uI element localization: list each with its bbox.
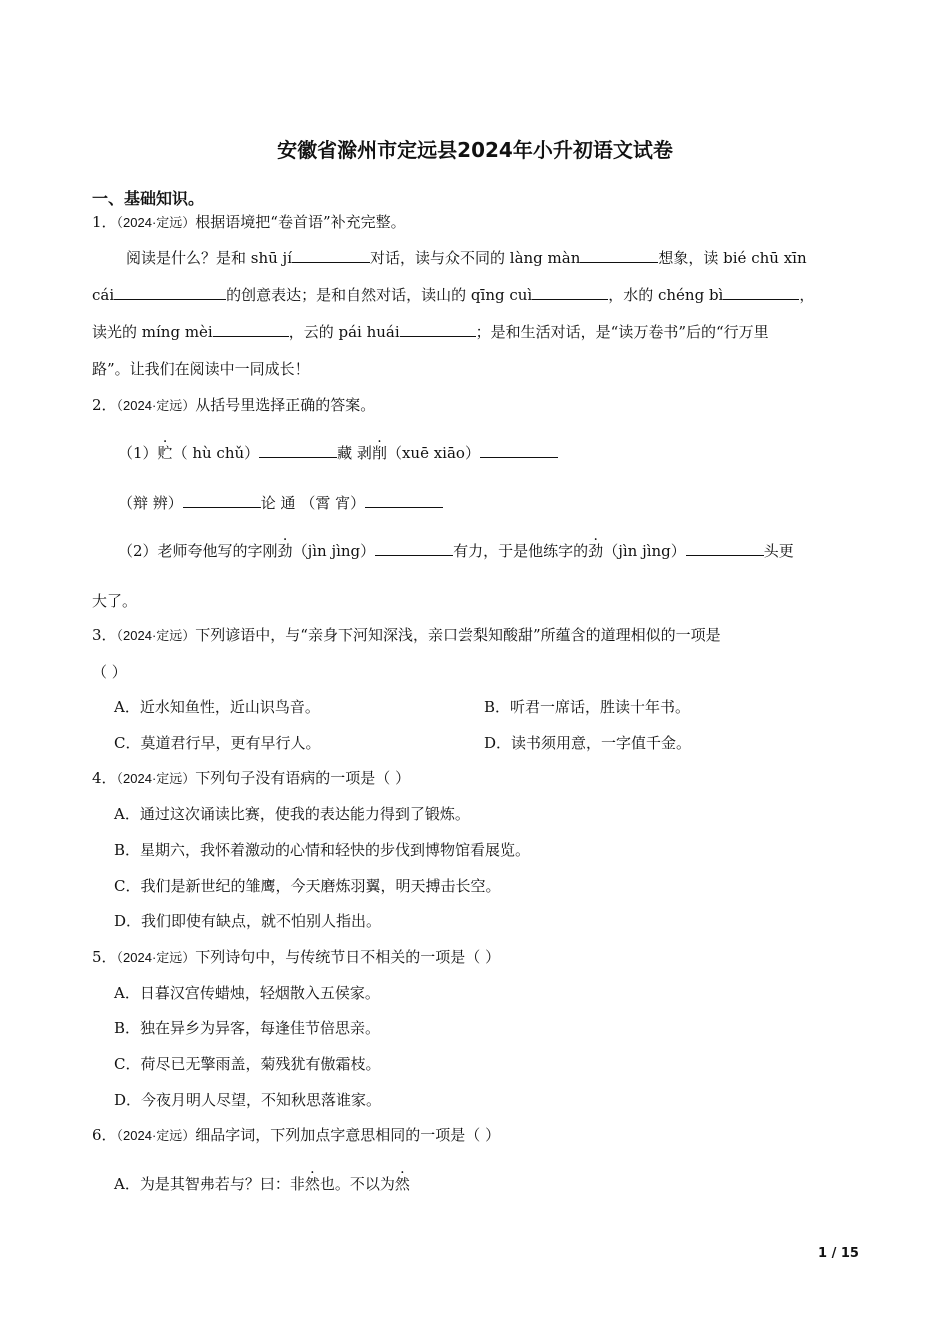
- text: 阅读是什么？是和 shū jí: [126, 249, 293, 267]
- question-3-stem: [92, 625, 721, 646]
- question-number: 1．: [92, 213, 117, 231]
- question-text: 根据语境把“卷首语”补充完整。: [195, 213, 406, 231]
- answer-blank[interactable]: [183, 493, 261, 508]
- question-1-line-1: [126, 248, 807, 268]
- dotted-character: 然: [304, 1175, 320, 1193]
- dotted-character: 贮: [157, 444, 173, 462]
- text: 论 通 （霄 宵）: [260, 494, 366, 512]
- text: （ hù chǔ）: [172, 444, 260, 462]
- text: ，: [799, 286, 815, 304]
- answer-blank[interactable]: [686, 541, 764, 556]
- text: （jìn jìng）: [292, 542, 376, 560]
- question-2-part-2-cont: 大了。: [92, 592, 138, 610]
- question-source: （2024·定远）: [116, 215, 196, 230]
- section-heading: 一、基础知识。: [92, 189, 205, 208]
- question-text: 下列谚语中，与“亲身下河知深浅，亲口尝梨知酸甜”所蕴含的道理相似的一项是: [195, 626, 721, 644]
- option-a[interactable]: A．近水知鱼性，近山识鸟音。: [114, 698, 320, 716]
- question-source: （2024·定远）: [116, 771, 196, 786]
- question-text: 下列诗句中，与传统节日不相关的一项是（ ）: [195, 948, 501, 966]
- text: （2）老师夸他写的字刚: [118, 542, 278, 560]
- page-title: 安徽省滁州市定远县2024年小升初语文试卷: [277, 138, 673, 162]
- option-a[interactable]: [114, 1174, 410, 1194]
- question-5-stem: [92, 947, 500, 968]
- answer-blank[interactable]: [213, 322, 289, 337]
- question-source: （2024·定远）: [116, 1128, 196, 1143]
- question-number: 5．: [92, 948, 117, 966]
- answer-blank[interactable]: [375, 541, 453, 556]
- text: 想象，读 bié chū xīn: [658, 249, 807, 267]
- question-1-line-2: [92, 285, 814, 305]
- question-source: （2024·定远）: [116, 950, 196, 965]
- option-b[interactable]: B．听君一席话，胜读十年书。: [484, 698, 691, 716]
- text: 对话，读与众不同的 làng màn: [370, 249, 581, 267]
- question-2-part-1b: [118, 493, 443, 513]
- dotted-character: 劲: [277, 542, 293, 560]
- question-number: 3．: [92, 626, 117, 644]
- option-d[interactable]: D．读书须用意，一字值千金。: [484, 734, 692, 752]
- text: 藏 剥: [337, 444, 372, 462]
- question-2-part-2: [118, 541, 794, 561]
- text: （jìn jìng）: [603, 542, 686, 560]
- question-text: 从括号里选择正确的答案。: [195, 396, 376, 414]
- option-b[interactable]: B．独在异乡为异客，每逢佳节倍思亲。: [114, 1019, 381, 1037]
- dotted-character: 然: [394, 1175, 410, 1193]
- text: （辩 辨）: [118, 494, 183, 512]
- option-c[interactable]: C．莫道君行早，更有早行人。: [114, 734, 321, 752]
- text: ，水的 chéng bì: [608, 286, 724, 304]
- answer-blank[interactable]: [480, 443, 558, 458]
- page-number: 1 / 15: [818, 1246, 859, 1261]
- answer-blank[interactable]: [723, 285, 799, 300]
- question-2-stem: [92, 395, 375, 416]
- answer-blank[interactable]: [259, 443, 337, 458]
- text: ，云的 pái huái: [288, 323, 400, 341]
- answer-blank[interactable]: [365, 493, 443, 508]
- option-b[interactable]: B．星期六，我怀着激动的心情和轻快的步伐到博物馆看展览。: [114, 841, 531, 859]
- question-source: （2024·定远）: [116, 398, 196, 413]
- answer-blank[interactable]: [400, 322, 476, 337]
- option-a[interactable]: A．日暮汉宫传蜡烛，轻烟散入五侯家。: [114, 984, 380, 1002]
- text: 的创意表达；是和自然对话，读山的 qīng cuì: [226, 286, 533, 304]
- option-d[interactable]: D．今夜月明人尽望，不知秋思落谁家。: [114, 1091, 382, 1109]
- answer-blank[interactable]: [114, 285, 226, 300]
- question-text: 下列句子没有语病的一项是（ ）: [195, 769, 411, 787]
- text: 也。不以为: [319, 1175, 395, 1193]
- question-6-stem: [92, 1125, 500, 1146]
- dotted-character: 劲: [588, 542, 604, 560]
- question-number: 2．: [92, 396, 117, 414]
- answer-blank[interactable]: [532, 285, 608, 300]
- text: （1）: [118, 444, 158, 462]
- text: （xuē xiāo）: [386, 444, 480, 462]
- option-d[interactable]: D．我们即使有缺点，就不怕别人指出。: [114, 912, 382, 930]
- text: 有力，于是他练字的: [453, 542, 589, 560]
- question-number: 4．: [92, 769, 117, 787]
- question-source: （2024·定远）: [116, 628, 196, 643]
- option-c[interactable]: C．荷尽已无擎雨盖，菊残犹有傲霜枝。: [114, 1055, 381, 1073]
- question-4-stem: [92, 768, 410, 789]
- dotted-character: 削: [371, 444, 387, 462]
- option-a[interactable]: A．通过这次诵读比赛，使我的表达能力得到了锻炼。: [114, 805, 470, 823]
- question-number: 6．: [92, 1126, 117, 1144]
- text: 读光的 míng mèi: [92, 323, 213, 341]
- answer-blank[interactable]: [292, 248, 370, 263]
- text: cái: [92, 286, 115, 304]
- question-2-part-1: [118, 443, 558, 463]
- question-text: 细品字词，下列加点字意思相同的一项是（ ）: [195, 1126, 501, 1144]
- text: ；是和生活对话，是“读万卷书”后的“行万里: [475, 323, 769, 341]
- text: 头更: [763, 542, 794, 560]
- text: A．为是其智弗若与？曰：非: [114, 1175, 305, 1193]
- answer-blank[interactable]: [580, 248, 658, 263]
- option-c[interactable]: C．我们是新世纪的雏鹰，今天磨炼羽翼，明天搏击长空。: [114, 877, 501, 895]
- question-1-line-4: 路”。让我们在阅读中一同成长！: [92, 360, 310, 378]
- question-1-stem: [92, 212, 406, 233]
- answer-parenthesis: （ ）: [92, 663, 127, 681]
- question-1-line-3: [92, 322, 769, 342]
